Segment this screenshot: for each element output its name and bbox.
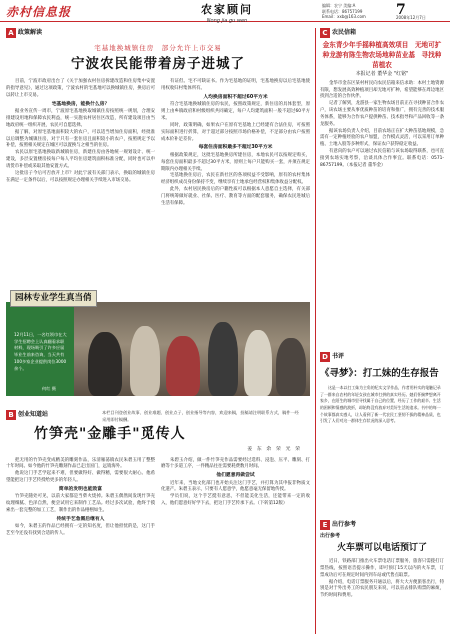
editor-credit: 编辑：农宁 美编:A xyxy=(322,3,356,8)
photo-title: 园林专业学生真当俏 xyxy=(10,290,97,307)
section-tag xyxy=(320,520,356,530)
section-tag xyxy=(320,352,344,362)
photo-person xyxy=(130,326,160,396)
section-letter: D xyxy=(320,352,330,362)
article-column-2 xyxy=(161,79,310,207)
paragraph: 符合宅基地换城镇住房的农民，按照政策规定，新住房的具体套型，原则上由乡镇政府和村级组织共同确定，每户人均建筑面积一般不超过60平方米。 xyxy=(161,102,310,122)
paragraph: 有意向的农户可以通过农民信箱与该农场取得联系，也可直接到农场实地考察，洽谈具体合作事宜。联系电话：0571-86757199。（本报记者 董华金） xyxy=(320,149,444,168)
article-kicker: 出行参考 xyxy=(320,533,341,540)
paragraph: 根据政策规定，这批宅基地换房所建住房，本地农民可以按规定购买，每套住房面积最多不超过30平方米，原则上每户只能购买一套，并须在规定期限内办理相关手续。 xyxy=(161,152,310,172)
subheading: 宅基地换房，能换什么房？ xyxy=(51,101,110,107)
paragraph: 学员们说，这个手艺挺有意思，不但能美化生活，还能带来一定的收入，他们愿意好好学下去，把这门手艺传承下去。（下转第12版） xyxy=(161,494,310,507)
article-headline: 金东青少年手摇种植高效项目 无地可扩种龙游有陈生物农场地种苗业基 寻找种苗植农 xyxy=(322,41,442,69)
page-number: 7 xyxy=(396,2,406,18)
column-note: 本栏目刊登创业故事、创业难题、创业点子，创业指导等内容，欢迎来稿，投稿请注明联系方式，稿件一经采用即付稿酬。 xyxy=(102,410,299,422)
book-title: 《寻梦》：打工妹的生存报告 xyxy=(320,368,439,380)
section-letter: A xyxy=(6,28,16,38)
contact-phone: 联系电话：86757199 xyxy=(322,8,363,14)
paragraph: 农民以原宅基地换取新城镇住房，新建住房由各地统一规划设计、统一建设，多层安置楼房按每户每人平均住房建筑面积标准分配，同时也可以申请货币补偿或采取其他安置方式。 xyxy=(6,150,155,169)
photo-caption: 12月11日，一名红领巾在大学生招聘会上认真翻看求职材料，现场吸引了许多应届毕业生前来咨询，当天共有100多家企业提供岗位3000余个。 xyxy=(14,332,67,371)
subheading: 传统手艺急需后继有人 xyxy=(56,516,105,522)
section-label: 出行参考 xyxy=(332,521,357,529)
article-headline: 竹笋壳"金雕手"觅传人 xyxy=(34,426,186,443)
paragraph: 他说这门手艺学起来不难，但要做得好、做得精，需要很大耐心。他希望能把这门手艺传授给更多的年轻人。 xyxy=(6,471,155,483)
photo-person xyxy=(276,338,306,396)
article-headline: 火车票可以电话预订了 xyxy=(336,543,427,554)
news-photo xyxy=(74,302,310,396)
photo-person xyxy=(88,332,122,396)
masthead xyxy=(0,0,450,25)
contact-email: Email：xxb@163.com xyxy=(322,14,366,20)
review-text: 这是一本以打工妹为主角的纪实文学作品，作者用朴实的笔触记录了一群来自农村的年轻女孩在城市打拼的真实经历。她们怀揣梦想离开家乡，在陌生的城市里寻找属于自己的位置，经历了工作的艰辛、生活的困顿和情感的波折，却始终没有放弃对美好生活的追求。书中的每一个故事都真实感人，让人看到了新一代农民工坚韧不拔的精神品质，也引发了人们对这一群体生存状况的深入思考。 xyxy=(320,385,441,424)
paragraph: 据该农场负责人介绍，目前农场正在扩大种苗基地规模，急需有一定种植经验的农户加盟，合作模式灵活，可以采用订单种植、土地入股等多种形式，保证农户获得稳定收益。 xyxy=(320,128,444,148)
section-farmer-mailbox xyxy=(320,28,444,170)
paragraph: 据业务宣传一周市，宁波原宅基地换取城镇住房按照统一规划，合理安排建设用地和保障农民利益，统一实施农村居住区改造，所有建设项目由当地政府统一组织开展，农民可自愿选择。 xyxy=(6,109,155,128)
section-label: 政策解读 xyxy=(18,29,43,37)
paragraph: 近日，铁路部门推出火车票电话订票服务，旅客只需拨打订票热线，按照语音提示操作，即可预订15天以内的火车票，订票成功后可在规定时间内到车站或代售点取票。 xyxy=(320,559,444,578)
section-letter: B xyxy=(6,410,16,420)
masthead-meta xyxy=(322,3,366,20)
paragraph: 如今，朱碧玉的作品已经拥有一定的知名度，但让他担忧的是，这门手艺至今还没有找到合适的传人。 xyxy=(6,524,155,536)
paragraph: 宅基地换住房后，农民在新社区的各项权益不受影响，原有的农村集体经济组织成员身份保持不变，继续享有土地承包经营权和集体收益分配权。 xyxy=(161,173,310,186)
section-letter: C xyxy=(320,28,330,38)
column-title xyxy=(182,1,272,26)
article-column-1 xyxy=(6,79,155,207)
news-photo-block xyxy=(6,288,310,398)
column-name: 农家顾问 xyxy=(201,3,253,16)
subheading: 简单的发明也能致富 xyxy=(58,486,103,492)
column-pinyin: Nong jia gu wen xyxy=(206,18,248,25)
paragraph: 此外，农村居民换房后的户籍性质可以根据本人意愿自主选择，有关部门将统筹做好就业、社保、医疗、教育等方面的配套服务，确保农民进城后生活有保障。 xyxy=(161,187,310,206)
article-headline: 宁波农民能带着房子进城了 xyxy=(71,56,245,73)
section-tag xyxy=(6,28,42,38)
article-column-1 xyxy=(6,458,155,538)
section-tag xyxy=(320,28,356,38)
subheading: 人均换房面积不超过60平方米 xyxy=(203,95,268,101)
column-divider xyxy=(315,28,316,634)
section-book-review xyxy=(320,352,444,425)
paragraph: 这批房子今后可否放开上市？对此宁波有关部门表示，换取的城镇住房在满足一定条件以后，可以按照规定办理相关手续进入市场交易。 xyxy=(6,170,155,183)
paragraph: 近年来，当地文化部门也开始关注这门手艺，并打算为其申报非物质文化遗产。朱碧玉表示，只要有人愿意学，他愿意毫无保留地传授。 xyxy=(161,480,310,493)
section-label: 创业知道站 xyxy=(18,411,49,419)
section-travel xyxy=(320,520,444,600)
paragraph: 金华市金东区某村村民向农民信箱来信求助：本村土地资源有限，想发展高效种植项目却无地可扩种，希望能够在周边地区找到合适的合作伙伴。 xyxy=(320,80,444,100)
page-date: 2008年12月7日 xyxy=(396,15,426,20)
photo-person xyxy=(244,330,272,396)
paragraph: 竹笋壳随处可见，以前大家都是当柴火烧掉。朱碧玉偶然间发现竹笋壳纹理细腻、色泽自然，便尝试用它来制作工艺品。经过多次试验，他终于摸索出一套完整的加工工艺，制作出的作品栩栩如生。 xyxy=(6,494,155,513)
section-label: 书评 xyxy=(332,353,345,361)
photo-person xyxy=(208,322,238,396)
subheading: 每套住房面积最多不超过30平方米 xyxy=(198,145,273,151)
paragraph: 记者了解到，龙游县一家生物农场目前正在寻找种苗合作农户，该农场主要从事优质种苗的培育和推广，拥有完善的技术服务体系，能够为合作农户提供种苗、技术指导和产品回收等一条龙服务。 xyxy=(320,101,444,127)
subheading: 他们愿意再做尝试 xyxy=(216,473,255,479)
article-column-2 xyxy=(161,458,310,538)
photo-credit: 何红 摄 xyxy=(42,386,56,391)
article-columns xyxy=(6,79,310,207)
paragraph: 据介绍，电话订票服务开通以后，将大大方便旅客出行，特别是对于外出务工的农民朋友来说，可以省去排队购票的麻烦，节约时间和费用。 xyxy=(320,579,444,599)
article-byline: 本报记者 董华金 "红铭" xyxy=(355,71,409,78)
section-startup xyxy=(6,410,310,538)
section-tag xyxy=(6,410,48,420)
article-slug: 宅基地换城镇住房 部分允许上市交易 xyxy=(94,44,222,53)
paragraph: 朱碧玉介绍，做一件竹笋壳作品需要经过选料、浸泡、压平、雕刻、打磨等十多道工序，一件精品往往需要耗费数月时间。 xyxy=(161,457,310,470)
article-byline: 姜 东 余 荣 光 荣 xyxy=(247,447,300,453)
paragraph: 据了解，对原宅基地面积较大的农户，可以适当增加住房面积，经批准以后调整为城镇住房，对于只有一套住房且面积较小的农户，按照规定予以补偿，按照相关规定在城区可以置换与之相当的住房。 xyxy=(6,129,155,149)
article-columns xyxy=(6,458,310,538)
newspaper-logo: 赤村信息报 xyxy=(6,5,72,19)
section-policy xyxy=(6,28,310,207)
paragraph: 把无用的竹笋壳变成精美的雕刻作品，乐清雁荡镇农民朱碧玉用了整整十年时间。如今他的竹笋壳雕刻作品已走出国门，远销海外。 xyxy=(6,457,155,470)
section-letter: E xyxy=(320,520,330,530)
paragraph: 同时，政策明确，如果农户在原有宅基地上已经建有合法住房，可按照实际面积进行折算，对于超过部分按照市场价格补偿，不足部分由农户按照成本价补足差价。 xyxy=(161,122,310,142)
section-label: 农民信箱 xyxy=(332,29,357,37)
paragraph: 目前，宁波市政府出台了《关于加强农村住房拆建改造和住房集中安置的指导意见》，通过这项政策，宁波农村的宅基地可以换城镇住房，换房后可以转让上市交易。 xyxy=(6,79,155,99)
photo-person xyxy=(166,336,200,396)
paragraph: 有证但。宅不可缺证书。作为宅基地的证明，宅基地换房以后宅基地使用权收归村集体所有。 xyxy=(161,79,310,92)
